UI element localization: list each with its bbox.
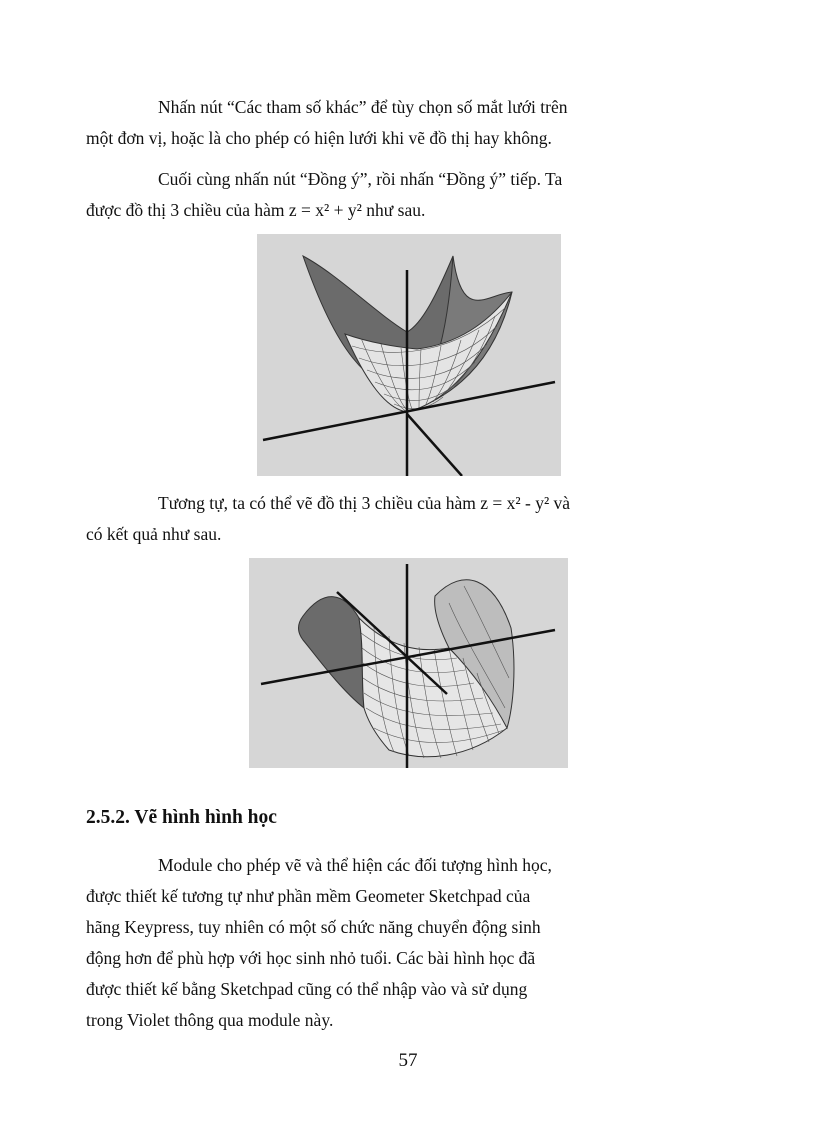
paraboloid-plot [257, 234, 561, 476]
text-line: Module cho phép vẽ và thể hiện các đối tượng hình học, [158, 855, 552, 875]
paragraph-grid-options [86, 92, 728, 154]
paragraph-geometry-module [86, 850, 728, 1036]
text-line: Cuối cùng nhấn nút “Đồng ý”, rồi nhấn “Đồng ý” tiếp. Ta [158, 169, 563, 189]
page-number: 57 [398, 1050, 418, 1071]
text-line: được đồ thị 3 chiều của hàm z = x² + y² như sau. [86, 200, 426, 220]
saddle-plot [249, 558, 568, 768]
text-line: được thiết kế bằng Sketchpad cũng có thể nhập vào và sử dụng [86, 979, 528, 999]
section-heading: 2.5.2. Vẽ hình hình học [86, 807, 277, 828]
text-line: một đơn vị, hoặc là cho phép có hiện lưới khi vẽ đồ thị hay không. [86, 128, 552, 148]
text-line: Tương tự, ta có thể vẽ đồ thị 3 chiều của hàm z = x² - y² và [158, 493, 571, 513]
text-line: có kết quả như sau. [86, 524, 222, 544]
text-line: trong Violet thông qua module này. [86, 1010, 334, 1030]
text-line: động hơn để phù hợp với học sinh nhỏ tuổi. Các bài hình học đã [86, 948, 536, 968]
text-line: hãng Keypress, tuy nhiên có một số chức năng chuyển động sinh [86, 917, 541, 937]
saddle-figure [249, 558, 568, 768]
text-line: được thiết kế tương tự như phần mềm Geometer Sketchpad của [86, 886, 531, 906]
text-line: Nhấn nút “Các tham số khác” để tùy chọn số mắt lưới trên [158, 97, 568, 117]
paraboloid-figure [257, 234, 561, 476]
paragraph-saddle-intro [86, 488, 728, 550]
paragraph-confirm [86, 164, 728, 226]
